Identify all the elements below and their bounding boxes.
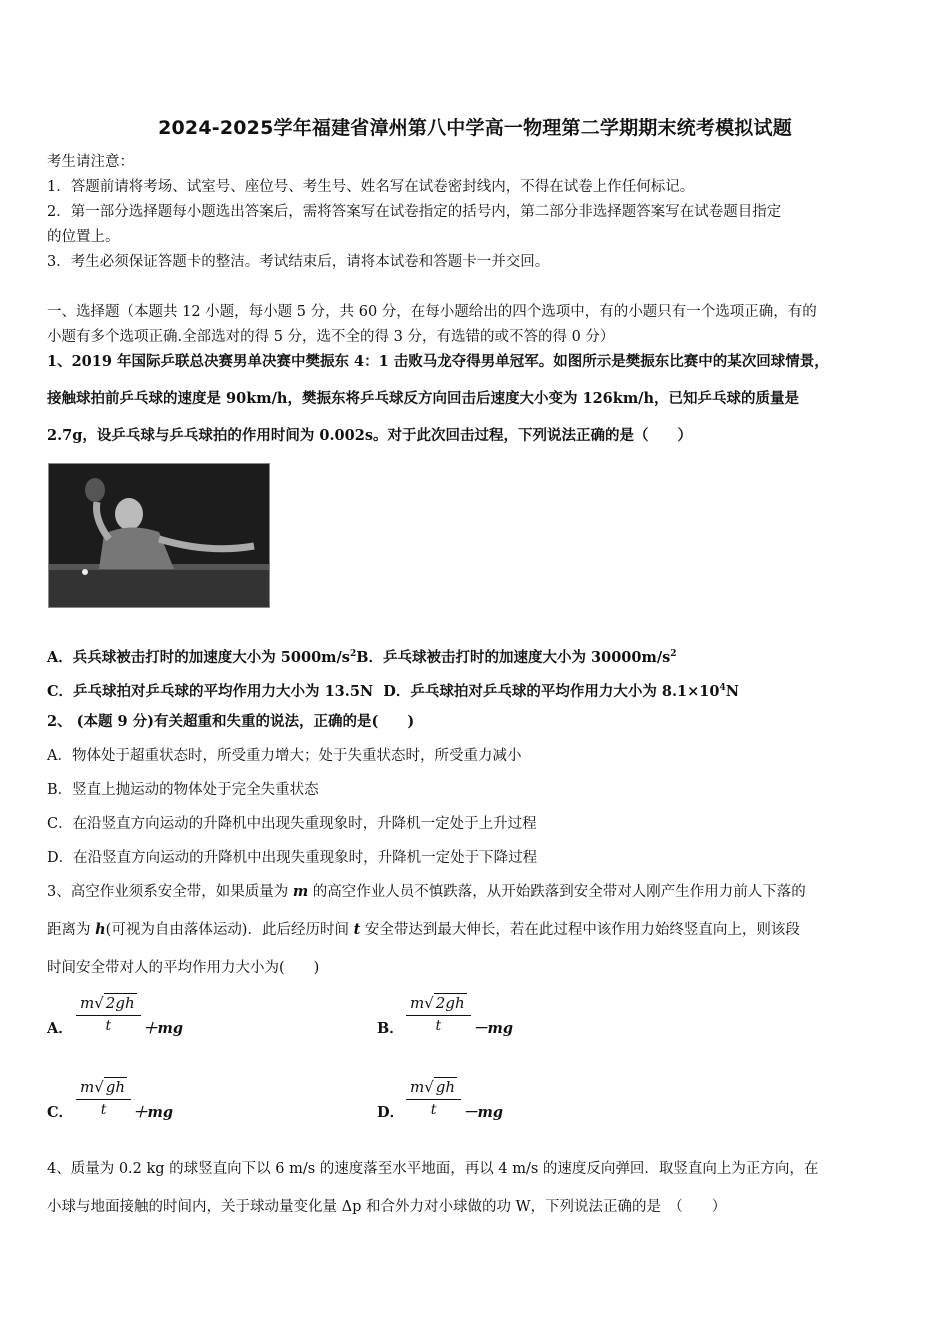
notice-item: 1．答题前请将考场、试室号、座位号、考生号、姓名写在试卷密封线内，不得在试卷上作任何标记。 [47,179,695,195]
q1-option-a-exp: 2 [349,649,357,659]
q3-option-b-term: －mg [473,1020,513,1037]
q3-text: 安全带达到最大伸长，若在此过程中该作用力始终竖直向上，则该段 [360,922,800,938]
q3-text: 3、高空作业须系安全带，如果质量为 [47,884,293,900]
q3-var-h: h [95,921,106,938]
q3-option-a-fraction: m √ 2gh t [76,993,141,1034]
radicand: 2gh [435,994,465,1012]
notice-item: 2．第一部分选择题每小题选出答案后，需将答案写在试卷指定的括号内，第二部分非选择题答案写在试卷题目指定 [47,204,782,220]
q3-stem [47,882,907,902]
q1-options-cd [47,678,907,702]
frac-m: m [410,993,425,1012]
q3-option-d-fraction: m √ gh t [406,1077,461,1118]
q4-stem: 小球与地面接触的时间内，关于球动量变化量 Δp 和合外力对小球做的功 W，下列说法正确的是 （ ） [47,1199,727,1215]
q3-option-d-term: －mg [463,1104,503,1121]
section-heading-cont: 小题有多个选项正确.全部选对的得 5 分，选不全的得 3 分，有选错的或不答的得 0 分） [47,329,615,345]
q1-option-c: C．乒乓球拍对乒乓球的平均作用力大小为 13.5N [47,682,374,700]
q1-option-a: A．兵兵球被击打时的加速度大小为 5000m/s [47,648,350,666]
q1-stem: 2.7g，设乒乓球与乒乓球拍的作用时间为 0.002s。对于此次回击过程，下列说法正确的是（ ） [47,427,692,444]
exam-title: 2024-2025学年福建省漳州第八中学高一物理第二学期期末统考模拟试题 [158,117,792,139]
section-heading: 一、选择题（本题共 12 小题，每小题 5 分，共 60 分，在每小题给出的四个选项中，有的小题只有一个选项正确，有的 [47,304,817,320]
frac-m: m [80,993,95,1012]
q4-stem: 4、质量为 0.2 kg 的球竖直向下以 6 m/s 的速度落至水平地面，再以 4 m/s 的速度反向弹回．取竖直向上为正方向，在 [47,1161,819,1177]
frac-t: t [100,1102,107,1118]
q1-options-ab [47,644,907,668]
q1-option-b: B．乒乓球被击打时的加速度大小为 30000m/s [356,648,671,666]
q3-var-m: m [292,883,309,900]
q1-stem: 1、2019 年国际乒联总决赛男单决赛中樊振东 4：1 击败马龙夺得男单冠军。如图所示是樊振东比赛中的某次回球情景， [47,353,829,370]
frac-t: t [430,1102,437,1118]
notice-heading: 考生请注意： [47,154,134,170]
q3-text: 距离为 [47,922,96,938]
q3-option-c-term: ＋mg [133,1104,173,1121]
q1-option-d-unit: N [725,682,739,700]
q2-option-c: C．在沿竖直方向运动的升降机中出现失重现象时，升降机一定处于上升过程 [47,816,537,832]
q3-stem [47,920,907,940]
radicand: gh [105,1078,126,1096]
radicand: 2gh [105,994,135,1012]
q3-stem: 时间安全带对人的平均作用力大小为( ) [47,960,320,976]
frac-t: t [435,1018,442,1034]
q2-option-d: D．在沿竖直方向运动的升降机中出现失重现象时，升降机一定处于下降过程 [47,850,538,866]
notice-item: 3．考生必须保证答题卡的整洁。考试结束后，请将本试卷和答题卡一并交回。 [47,254,550,270]
frac-m: m [80,1077,95,1096]
q3-option-c-fraction: m √ gh t [76,1077,131,1118]
q1-option-d: D．乒乓球拍对乒乓球的平均作用力大小为 8.1×10 [383,682,720,700]
q3-option-c-label: C． [47,1104,74,1121]
q1-stem: 接触球拍前乒乓球的速度是 90km/h，樊振东将乒乓球反方向回击后速度大小变为 126km/h，已知乒乓球的质量是 [47,390,799,407]
q3-option-b-fraction: m √ 2gh t [406,993,471,1034]
frac-m: m [410,1077,425,1096]
q1-option-b-exp: 2 [670,649,677,659]
q3-option-b-label: B． [377,1020,404,1037]
q3-option-a-label: A． [47,1020,73,1037]
q3-text: (可视为自由落体运动)．此后经历时间 [105,922,354,938]
q1-option-d-exp: 4 [719,683,726,693]
q2-option-a: A．物体处于超重状态时，所受重力增大；处于失重状态时，所受重力减小 [47,748,522,764]
frac-t: t [105,1018,112,1034]
table-tennis-photo [48,463,270,608]
q3-text: 的高空作业人员不慎跌落，从开始跌落到安全带对人刚产生作用力前人下落的 [308,884,806,900]
q3-option-d-label: D． [377,1104,405,1121]
q2-option-b: B．竖直上抛运动的物体处于完全失重状态 [47,782,319,798]
q3-var-t: t [353,921,361,938]
radicand: gh [435,1078,456,1096]
q2-stem: 2、 (本题 9 分)有关超重和失重的说法，正确的是( ) [47,713,415,730]
notice-item: 的位置上。 [47,229,120,245]
q3-option-a-term: ＋mg [143,1020,183,1037]
